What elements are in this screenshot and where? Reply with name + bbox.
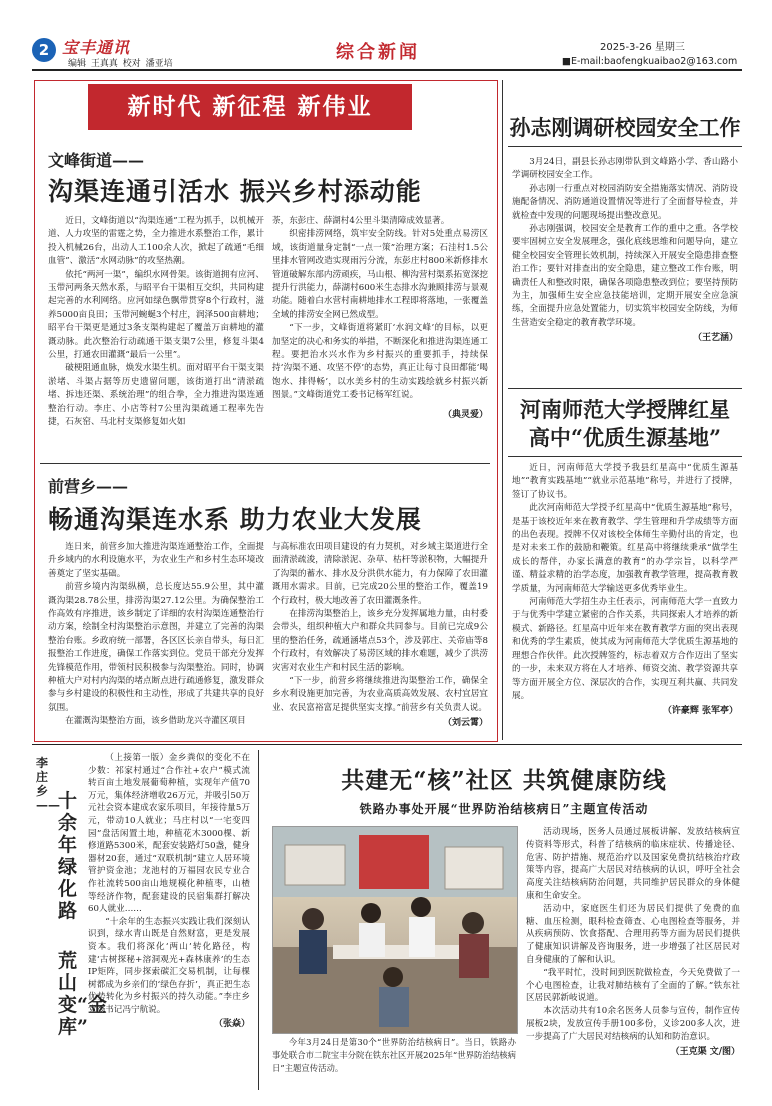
story5-title-b: 荒山变“金库”	[58, 950, 107, 1038]
story3-credit: （王艺涵）	[692, 333, 738, 344]
page-number: 2	[32, 38, 56, 62]
staff-line: 编辑 王真真 校对 潘亚培	[68, 59, 173, 69]
paragraph: “我平时忙，没时间到医院做检查，今天免费做了一个心电图检查，让我对肺结核有了全面的了解。”铁东社区居民郭新岐说道。	[526, 967, 740, 1004]
story4-title	[508, 396, 742, 452]
issue-date: 2025-3-26 星期三	[600, 42, 685, 53]
story3-body	[512, 156, 738, 343]
story5-kicker: 李庄乡——	[36, 756, 60, 812]
column-rule	[258, 750, 259, 1090]
section-divider	[32, 744, 742, 745]
story1-kicker: 文峰街道——	[48, 151, 145, 170]
paragraph: 在灌溉沟渠整治方面，该乡借助龙兴寺灌区项目	[65, 716, 246, 727]
event-photo	[272, 826, 518, 1034]
column-rule	[502, 80, 503, 740]
paragraph: 依托“两河一渠”，编织水网骨架。该街道拥有应河、玉带河两条天然水系，与昭平台干渠相互交织，共同构建起完善的水利网络。应河如绿色飘带贯穿8个行政村，滋养5000亩良田；玉带河蜿蜒3个村庄，润泽500亩耕地；昭平台干渠更是通过3条支渠构建起了覆盖万亩耕地的灌溉动脉。此次整治行动疏通干渠支渠7公里，修复斗渠4公里，打通农田灌溉“最后一公里”。	[48, 269, 264, 361]
photo-caption-box	[272, 1036, 516, 1074]
story2-title: 畅通沟渠连水系 助力农业大发展	[48, 505, 422, 534]
story4-title-line2: 高中“优质生源基地”	[528, 425, 722, 450]
paragraph: “下一步，文峰街道将紧盯‘水润文峰’的目标，以更加坚定的决心和务实的举措，不断深化和推进沟渠连通工程。要把治水兴水作为乡村振兴的重要抓手，持续保持‘沟渠不通、攻坚不停’的态势，真正让每寸良田都能‘喝饱水、排得畅’，以水美乡村的生动实践绘就乡村振兴新图景。”文峰街道党工委书记杨军红说。	[272, 323, 488, 401]
story-divider	[40, 463, 490, 464]
header-rule	[32, 69, 742, 71]
story1-credit: （典灵爱）	[442, 409, 488, 420]
story4-credit: （许豪辉 张军亭）	[662, 706, 738, 717]
paragraph: 孙志刚强调，校园安全是教育工作的重中之重。各学校要牢固树立安全发展理念，强化底线思维和问题导向，建立健全校园安全管理长效机制，持续深入开展安全隐患排查整治工作；要针对排查出的安全隐患，建立整改工作台账，明确责任人和整改时限，确保各项隐患整改到位；要坚持预防为主，加强师生安全应急技能培训，定期开展安全应急演练，全面提升应急处置能力，切实筑牢校园安全防线，为师生营造安全稳定的教育教学环境。	[512, 224, 738, 328]
story5-title-a: 十余年绿化路	[58, 790, 78, 922]
story6-subtitle: 铁路办事处开展“世界防治结核病日”主题宣传活动	[359, 802, 649, 816]
paragraph: 活动中，家庭医生们还为居民们提供了免费的血糖、血压检测，眼科检查筛查、心电图检查等服务，并从疾病预防、饮食搭配、合理用药等方面为居民们提供了健康知识讲解及咨询服务，进一步增强了社区居民对自身健康的了解和认识。	[526, 903, 740, 965]
photo-caption: 今年3月24日是第30个“世界防治结核病日”。当日，铁路办事处联合市二院宝丰分院在铁东社区开展2025年“世界防治结核病日”主题宣传活动。	[272, 1037, 516, 1073]
story2-col2	[272, 541, 488, 728]
email-line: ■E-mail:baofengkuaibao2@163.com	[562, 56, 738, 67]
story6-credit: （王克渠 文/图）	[670, 1046, 740, 1057]
paragraph: 与高标准农田项目建设的有力契机，对乡域主渠道进行全面清淤疏浚，清除淤泥、杂草、枯杆等淤积物，大幅提升了沟渠的蓄水、排水及分洪供水能力，有力保障了农田灌溉用水需求。目前，已完成20公里的整治工作，覆盖19个行政村，极大地改善了农田灌溉条件。	[272, 542, 488, 606]
paragraph: 连日来，前营乡加大推进沟渠连通整治工作，全面提升乡域内的水利设施水平，为农业生产和乡村生态环境改善奠定了坚实基础。	[48, 542, 264, 579]
paragraph: “十余年的生态振兴实践让我们深刻认识到，绿水青山既是自然财富，更是发展资本。我们将深化‘两山’转化路径，构建‘古树探秘+溶洞观光+森林康养’的生态IP矩阵，同步探索碳汇交易机制，让每棵树都成为乡亲们的‘绿色存折’，真正把生态优势转化为乡村振兴的持久动能。”李庄乡党委书记冯宁航说。	[88, 916, 250, 1015]
paragraph: 此次河南师范大学授予红星高中“优质生源基地”称号，是基于该校近年来在教育教学、学生管理和升学成绩等方面的出色表现。授牌不仅对该校全体师生辛勤付出的肯定，也是对未来工作的鼓励和鞭策。红星高中将继续秉承“做学生成长的帮伴，办家长满意的教育”的办学宗旨，以科学严谨、精益求精的治学态度，加强教育教学管理，提高教育教学质量，为河南师范大学输送更多优秀毕业生。	[512, 503, 738, 594]
photo-illustration	[273, 827, 517, 1033]
story4-title-line1: 河南师范大学授牌红星	[520, 397, 730, 422]
story2-col1	[48, 541, 264, 729]
story1-col1	[48, 215, 264, 430]
story2-credit: （刘云霄）	[442, 718, 488, 729]
paragraph: 活动现场，医务人员通过展板讲解、发放结核病宣传资料等形式，科普了结核病的临床症状、传播途径、危害、防护措施、规范治疗以及国家免费抗结核治疗政策等内容，提高广大居民对结核病的认识，呼吁全社会高度关注结核病防治问题，共同维护居民群众的身体健康和生命安全。	[526, 827, 740, 901]
feature-banner: 新时代 新征程 新伟业	[88, 84, 412, 130]
story5-credit: （张焱）	[213, 1019, 250, 1030]
title-rule	[508, 146, 742, 147]
masthead: 宝丰通讯	[62, 38, 131, 57]
story3-title: 孙志刚调研校园安全工作	[509, 115, 741, 140]
title-rule	[508, 456, 742, 457]
paragraph: 近日，文峰街道以“沟渠连通”工程为抓手，以机械开道、人力攻坚的雷霆之势，全力推进水系整治工作，累计投入机械26台，出动人工100余人次，掀起了疏通“毛细血管”、激活“水网动脉”的攻坚热潮。	[48, 216, 264, 267]
story1-col2	[272, 215, 488, 420]
story5-body	[88, 752, 250, 1029]
paragraph: 破梗阻通血脉，焕发水渠生机。面对昭平台干渠支渠淤堵、斗渠占据等历史遗留问题，该街道打出“清淤疏堵、拆违还渠、系统治理”的组合拳，全力推进沟渠连通整治行动。李庄、小店等村7公里沟渠疏通工程率先告捷，石灰窑、马北村支渠修复如火如	[48, 363, 264, 428]
story2-kicker: 前营乡——	[48, 477, 129, 496]
paragraph: 荼，东彭庄、薛湖村4公里斗渠清障成效显著。	[272, 216, 450, 226]
story4-body	[512, 462, 738, 716]
paragraph: 近日，河南师范大学授予我县红星高中“优质生源基地”“教育实践基地”“就业示范基地”称号，并进行了授牌，签订了协议书。	[512, 463, 738, 500]
paragraph: 本次活动共有10余名医务人员参与宣传，制作宣传展板2块，发放宣传手册100多份，义诊200多人次，进一步提高了广大居民对结核病的认知和防治意识。	[526, 1006, 740, 1042]
paragraph: 在排涝沟渠整治上，该乡充分发挥属地力量，由村委会带头，组织种植大户和群众共同参与。目前已完成9公里的整治任务，疏通涵堵点53个，涉及郭庄、关帝庙等8个行政村，有效解决了易涝区域的排水难题，减少了洪涝灾害对农业生产和村民生活的影响。	[272, 609, 488, 673]
story6-body	[526, 826, 740, 1057]
paragraph: 3月24日，副县长孙志刚带队到文峰路小学、香山路小学调研校园安全工作。	[512, 157, 738, 181]
paragraph: “下一步，前营乡将继续推进沟渠整治工作，确保全乡水利设施更加完善，为农业高质高效发展、农村宜居宜业、农民富裕富足提供坚实支撑。”前营乡有关负责人说。	[272, 676, 488, 713]
paragraph: 织密排涝网络，筑牢安全防线。针对5处重点易涝区域，该街道量身定制“一点一策”治理方案；石洼村1.5公里排水管网改造实现雨污分流，东彭庄村800米新修排水管道破解东部内涝顽疾，马山根、柳沟营村渠系拓宽深挖提升行洪能力，薛湖村600米生态排水沟兼顾排涝与景观功能。随着白水营村南耕地排水工程即将落地，一张覆盖全域的排涝安全网已然成型。	[272, 229, 488, 320]
paragraph: （上接第一版）金乡粪似的变化不在少数：祁家村通过“合作社+农户”模式流转百亩土地发展葡萄种植，实现年产值70万元，集体经济增收26万元，并吸引50万元社会资本建成农家乐项目，年接待量5万元，带动10人就业；马庄村以“一宅变四园”盘活闲置土地，种植花木3000棵、新修道路5300米，配套安装路灯50盏，健身器材20套，通过“双联机制”建立人居环境管护资金池；龙池村的万福园农民专业合作社流转500亩山地规模化种植枣，山楂等经济作物，配套建设的民宿集群打解决60人就业……	[88, 753, 250, 915]
section-title: 综合新闻	[336, 42, 420, 63]
story6-title: 共建无“核”社区 共筑健康防线	[341, 767, 667, 794]
paragraph: 孙志刚一行重点对校园消防安全措施落实情况、消防设施配备情况、消防通道设置情况等进行了全面督导检查，并就检查中发现的问题现场提出整改意见。	[512, 183, 738, 221]
paragraph: 河南师范大学招生办主任表示，河南师范大学一直致力于与优秀中学建立紧密的合作关系，共同探索人才培养的新模式、新路径。红星高中近年来在教育教学方面的突出表现和优秀的学生素质，使其成为河南师范大学优质生源基地的理想合作伙伴。此次授牌签约，标志着双方合作迈出了坚实的一步，未来双方将在人才培养、师资交流、教学资源共享等方面开展全方位、深层次的合作，实现互利共赢、共同发展。	[512, 597, 738, 701]
story-divider	[508, 388, 742, 389]
paragraph: 前营乡境内沟渠纵横，总长度达55.9公里，其中灌溉沟渠28.78公里，排涝沟渠27.12公里。为确保整治工作高效有序推进，该乡制定了详细的农村沟渠连通整治行动方案，绘制全村沟渠整治示意图，并建立了完善的沟渠整治台账。乡政府统一部署，各区区长亲自带头，每日汇报整治工作进度，确保工作落实到位。党员干部充分发挥先锋模范作用，带领村民积极参与沟渠整治。同时，协调种植大户对村内沟渠的堵点断点进行疏通修复，激发群众参与乡村建设的积极性和主动性，形成了共建共享的良好氛围。	[48, 582, 264, 713]
story1-title: 沟渠连通引活水 振兴乡村添动能	[48, 177, 422, 206]
